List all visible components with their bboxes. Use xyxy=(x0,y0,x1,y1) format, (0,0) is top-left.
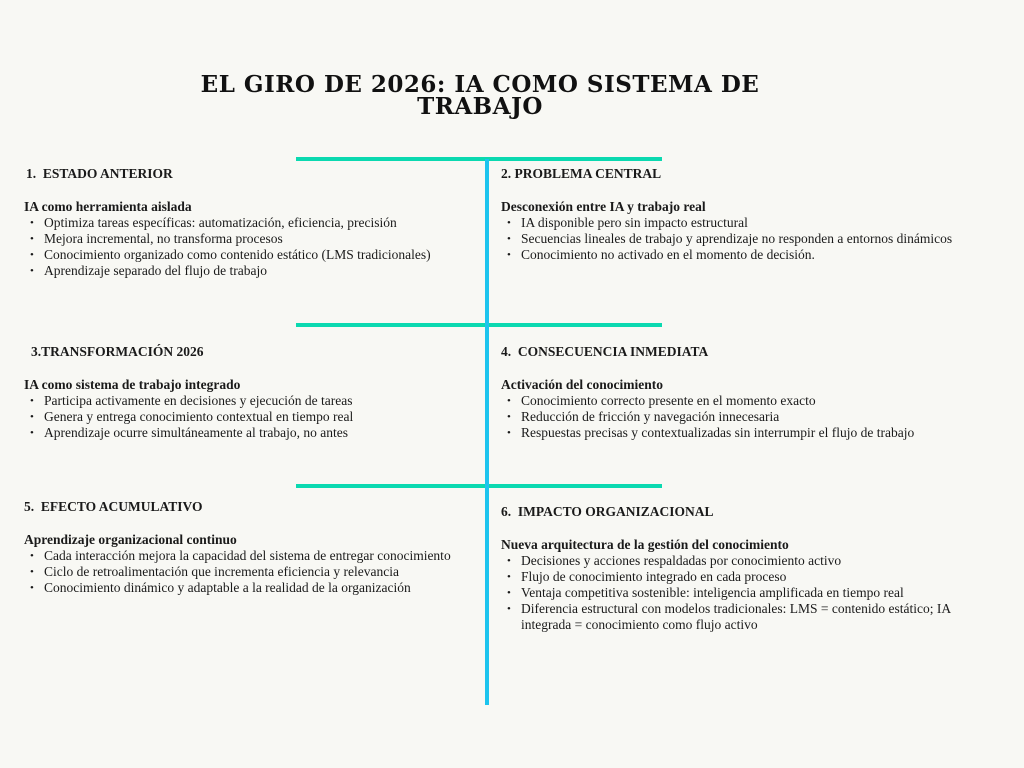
section-heading: 1. ESTADO ANTERIOR xyxy=(26,166,173,181)
section-estado-anterior xyxy=(24,166,484,279)
bullet-list xyxy=(24,393,484,441)
list-item: • IA disponible pero sin impacto estructural xyxy=(521,215,971,231)
section-subheading: Nueva arquitectura de la gestión del conocimiento xyxy=(501,537,789,552)
section-subheading: IA como sistema de trabajo integrado xyxy=(24,377,241,392)
section-subheading: IA como herramienta aislada xyxy=(24,199,192,214)
section-heading: 4. CONSECUENCIA INMEDIATA xyxy=(501,344,709,359)
bullet-list xyxy=(501,393,1001,441)
list-item: • Aprendizaje separado del flujo de trabajo xyxy=(44,263,484,279)
bullet-list xyxy=(501,215,971,263)
list-item: • Reducción de fricción y navegación innecesaria xyxy=(521,409,1001,425)
list-item: • Ventaja competitiva sostenible: inteligencia amplificada en tiempo real xyxy=(521,585,971,601)
list-item: • Respuestas precisas y contextualizadas sin interrumpir el flujo de trabajo xyxy=(521,425,1001,441)
list-item: • Diferencia estructural con modelos tradicionales: LMS = contenido estático; IA integrada = conocimiento como flujo activo xyxy=(521,601,971,633)
title-line-2: TRABAJO xyxy=(417,93,543,120)
section-subheading: Activación del conocimiento xyxy=(501,377,663,392)
list-item: • Aprendizaje ocurre simultáneamente al trabajo, no antes xyxy=(44,425,484,441)
list-item: • Decisiones y acciones respaldadas por conocimiento activo xyxy=(521,553,971,569)
list-item: • Conocimiento no activado en el momento de decisión. xyxy=(521,247,971,263)
bullet-list xyxy=(501,553,971,633)
bullet-list xyxy=(24,548,454,596)
timeline-vertical-line xyxy=(485,159,489,705)
divider-bottom xyxy=(296,484,662,488)
section-subheading: Desconexión entre IA y trabajo real xyxy=(501,199,706,214)
section-impacto-organizacional xyxy=(501,504,971,633)
list-item: • Conocimiento organizado como contenido estático (LMS tradicionales) xyxy=(44,247,484,263)
list-item: • Secuencias lineales de trabajo y aprendizaje no responden a entornos dinámicos xyxy=(521,231,971,247)
list-item: • Flujo de conocimiento integrado en cada proceso xyxy=(521,569,971,585)
list-item: • Genera y entrega conocimiento contextual en tiempo real xyxy=(44,409,484,425)
bullet-list xyxy=(24,215,484,279)
section-consecuencia-inmediata xyxy=(501,344,1001,441)
divider-top xyxy=(296,157,662,161)
list-item: • Mejora incremental, no transforma procesos xyxy=(44,231,484,247)
list-item: • Conocimiento dinámico y adaptable a la realidad de la organización xyxy=(44,580,454,596)
section-problema-central xyxy=(501,166,971,263)
section-heading: 2. PROBLEMA CENTRAL xyxy=(501,166,662,181)
list-item: • Cada interacción mejora la capacidad del sistema de entregar conocimiento xyxy=(44,548,454,564)
title-line-1: EL GIRO DE 2026: IA COMO SISTEMA DE xyxy=(200,71,760,98)
page-title xyxy=(180,71,780,120)
list-item: • Ciclo de retroalimentación que incrementa eficiencia y relevancia xyxy=(44,564,454,580)
section-subheading: Aprendizaje organizacional continuo xyxy=(24,532,237,547)
section-transformacion-2026 xyxy=(24,344,484,441)
list-item: • Conocimiento correcto presente en el momento exacto xyxy=(521,393,1001,409)
section-heading: 5. EFECTO ACUMULATIVO xyxy=(24,499,203,514)
list-item: • Optimiza tareas específicas: automatización, eficiencia, precisión xyxy=(44,215,484,231)
section-heading: 3.TRANSFORMACIÓN 2026 xyxy=(31,344,204,359)
section-heading: 6. IMPACTO ORGANIZACIONAL xyxy=(501,504,714,519)
divider-middle xyxy=(296,323,662,327)
section-efecto-acumulativo xyxy=(24,499,454,596)
list-item: • Participa activamente en decisiones y ejecución de tareas xyxy=(44,393,484,409)
